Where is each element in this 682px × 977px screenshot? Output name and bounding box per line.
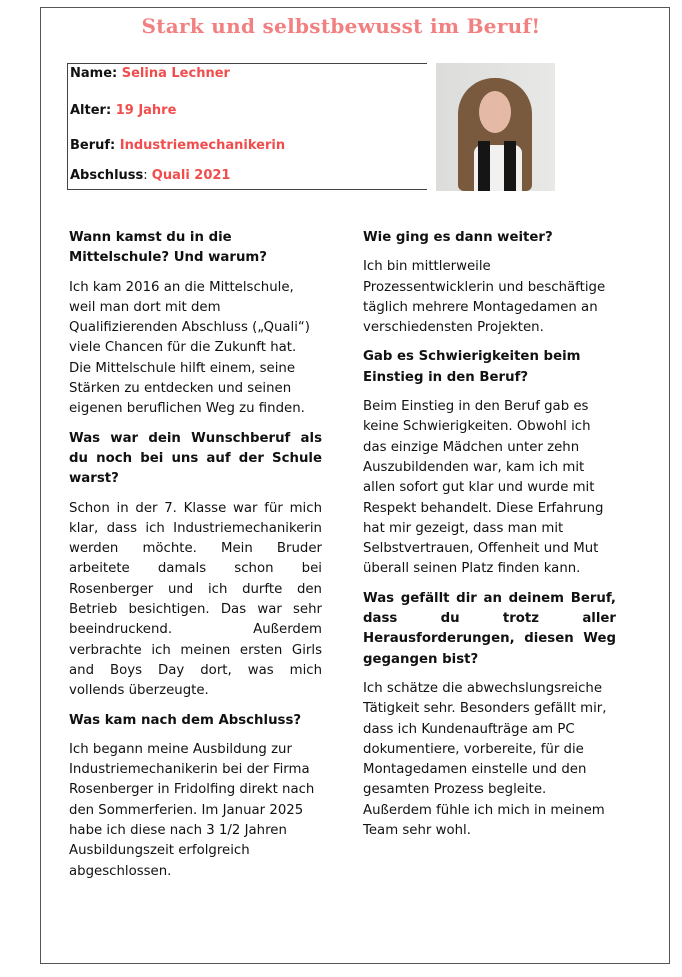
- page-title: Stark und selbstbewusst im Beruf!: [141, 14, 541, 38]
- degree-label: Abschluss: [70, 168, 144, 183]
- age-label: Alter:: [70, 103, 112, 118]
- name-label: Name:: [70, 66, 118, 81]
- question: Gab es Schwierigkeiten beim Einstieg in den Beruf?: [363, 349, 581, 385]
- interview-column-left: [69, 228, 322, 891]
- job-row: [70, 138, 285, 153]
- interview-column-right: [363, 228, 616, 850]
- job-value: Industriemechanikerin: [119, 138, 286, 153]
- question: Was kam nach dem Abschluss?: [69, 712, 302, 728]
- degree-value: Quali 2021: [151, 168, 231, 183]
- age-row: [70, 103, 176, 118]
- question: Was gefällt dir an deinem Beruf, dass du trotz aller Herausforderungen, diesen Weg gegangen bist?: [363, 590, 616, 667]
- question: Wie ging es dann weiter?: [363, 230, 553, 245]
- answer: Beim Einstieg in den Beruf gab es keine Schwierigkeiten. Obwohl ich das einzige Mädchen unter zehn Auszubildenden war, kam ich mit allen sofort gut klar und wurde mit Respekt behandelt. Diese Erfahrung hat mir gezeigt, dass man mit Selbstvertrauen, Offenheit und Mut überall seinen Platz finden kann.: [363, 399, 604, 577]
- answer: Schon in der 7. Klasse war für mich klar, dass ich Industriemechanikerin werden möchte. Mein Bruder arbeitete damals schon bei Rosenberger und ich durfte den Betrieb besichtigen. Das war sehr beeindruckend. Außerdem verbrachte ich meinen ersten Girls and Boys Day dort, was mich vollends überzeugte.: [69, 500, 322, 699]
- profile-photo: [436, 63, 555, 191]
- profile-box: [67, 63, 427, 190]
- answer: Ich schätze die abwechslungsreiche Tätigkeit sehr. Besonders gefällt mir, dass ich Kundenaufträge am PC dokumentiere, vorbereite, für die Montagedamen einstelle und den gesamten Prozess begleite. Außerdem fühle ich mich in meinem Team sehr wohl.: [363, 680, 607, 839]
- name-row: [70, 66, 230, 81]
- degree-row: Abschluss: Quali 2021: [70, 168, 231, 183]
- question: Was war dein Wunschberuf als du noch bei uns auf der Schule warst?: [69, 430, 322, 487]
- answer: Ich bin mittlerweile Prozessentwicklerin und beschäftige täglich mehrere Montagedamen an verschiedensten Projekten.: [363, 259, 606, 336]
- answer: Ich kam 2016 an die Mittelschule, weil man dort mit dem Qualifizierenden Abschluss („Quali“) viele Chancen für die Zukunft hat. Die Mittelschule hilft einem, seine Stärken zu entdecken und seinen eigenen beruflichen Weg zu finden.: [69, 279, 310, 417]
- job-label: Beruf:: [70, 138, 116, 153]
- answer: Ich begann meine Ausbildung zur Industriemechanikerin bei der Firma Rosenberger in Fridolfing direkt nach den Sommerferien. Im Januar 2025 habe ich diese nach 3 1/2 Jahren Ausbildungszeit erfolgreich abgeschlossen.: [69, 741, 315, 879]
- question: Wann kamst du in die Mittelschule? Und warum?: [69, 230, 267, 266]
- name-value: Selina Lechner: [121, 66, 230, 81]
- age-value: 19 Jahre: [115, 103, 177, 118]
